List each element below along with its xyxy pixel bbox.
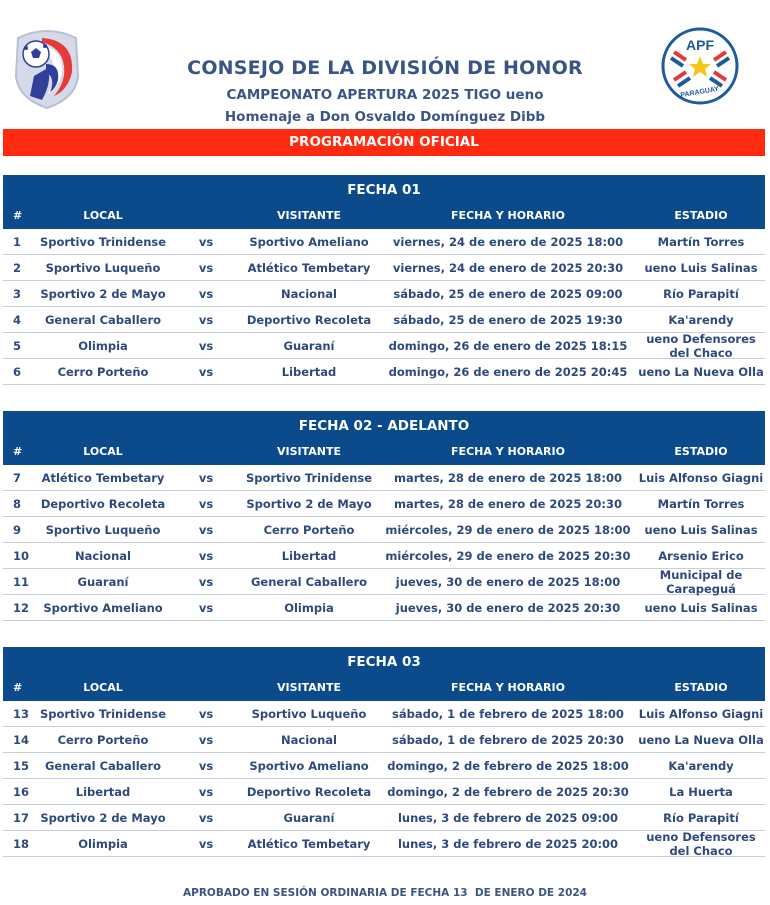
visiting-team: Sportivo 2 de Mayo <box>246 496 372 511</box>
vs-label: vs <box>198 234 214 249</box>
vs-label: vs <box>198 364 214 379</box>
match-number: 8 <box>13 496 22 511</box>
local-team: Olimpia <box>78 338 128 353</box>
apf-crest-icon <box>660 26 740 106</box>
vs-label: vs <box>198 836 214 851</box>
visiting-team: Libertad <box>281 364 337 379</box>
match-number: 2 <box>13 260 22 275</box>
section-fecha-03 <box>3 647 765 857</box>
col-header-local: LOCAL <box>83 209 123 222</box>
match-number: 16 <box>13 784 30 799</box>
col-header-estadio: ESTADIO <box>674 445 728 458</box>
section-fecha-02-adelanto <box>3 411 765 621</box>
tribute-subtitle: Homenaje a Don Osvaldo Domínguez Dibb <box>224 109 546 125</box>
vs-label: vs <box>198 286 214 301</box>
local-team: Nacional <box>75 548 131 563</box>
match-row <box>3 595 765 621</box>
col-header-estadio: ESTADIO <box>674 681 728 694</box>
match-number: 13 <box>13 706 30 721</box>
vs-label: vs <box>198 338 214 353</box>
stadium: ueno Luis Salinas <box>644 260 758 275</box>
vs-label: vs <box>198 706 214 721</box>
svg-text:APF: APF <box>686 37 714 53</box>
visiting-team: Libertad <box>281 548 337 563</box>
match-row <box>3 229 765 255</box>
stadium: Arsenio Erico <box>658 548 744 563</box>
match-datetime: jueves, 30 de enero de 2025 18:00 <box>395 574 621 589</box>
visiting-team: Nacional <box>281 286 337 301</box>
vs-label: vs <box>198 600 214 615</box>
stadium: Martín Torres <box>657 234 745 249</box>
local-team: Deportivo Recoleta <box>40 496 166 511</box>
match-row <box>3 727 765 753</box>
local-team: Sportivo Luqueño <box>45 260 161 275</box>
vs-label: vs <box>198 470 214 485</box>
visiting-team: Deportivo Recoleta <box>246 312 372 327</box>
stadium: ueno Luis Salinas <box>644 522 758 537</box>
visiting-team: Olimpia <box>284 600 334 615</box>
match-number: 15 <box>13 758 30 773</box>
vs-label: vs <box>198 312 214 327</box>
match-number: 12 <box>13 600 30 615</box>
local-team: Atlético Tembetary <box>41 470 165 485</box>
stadium: Ka'arendy <box>668 758 734 773</box>
match-number: 5 <box>13 338 22 353</box>
match-datetime: jueves, 30 de enero de 2025 20:30 <box>395 600 621 615</box>
match-datetime: martes, 28 de enero de 2025 18:00 <box>394 470 622 485</box>
local-team: Sportivo 2 de Mayo <box>40 810 166 825</box>
match-datetime: sábado, 25 de enero de 2025 09:00 <box>393 286 623 301</box>
visiting-team: Sportivo Ameliano <box>249 234 369 249</box>
stadium: ueno Luis Salinas <box>644 600 758 615</box>
col-header-fecha: FECHA Y HORARIO <box>451 681 565 694</box>
section-fecha-01 <box>3 175 765 385</box>
tournament-subtitle: CAMPEONATO APERTURA 2025 TIGO ueno <box>226 87 544 103</box>
vs-label: vs <box>198 548 214 563</box>
stadium: Río Parapití <box>663 286 739 301</box>
match-number: 7 <box>13 470 22 485</box>
stadium: ueno La Nueva Olla <box>638 364 764 379</box>
match-number: 18 <box>13 836 30 851</box>
local-team: Cerro Porteño <box>57 732 149 747</box>
match-datetime: sábado, 1 de febrero de 2025 18:00 <box>392 706 624 721</box>
col-header-visitante: VISITANTE <box>276 209 341 222</box>
match-row <box>3 805 765 831</box>
visiting-team: Sportivo Luqueño <box>251 706 367 721</box>
vs-label: vs <box>198 784 214 799</box>
match-row <box>3 359 765 385</box>
approval-footer: APROBADO EN SESIÓN ORDINARIA DE FECHA 13 DE ENERO DE 2024 <box>183 887 587 899</box>
page-header <box>0 0 770 130</box>
match-row <box>3 333 765 359</box>
col-header-num: # <box>13 209 23 222</box>
match-number: 10 <box>13 548 30 563</box>
stadium: Luis Alfonso Giagni <box>638 470 764 485</box>
match-row <box>3 569 765 595</box>
match-row <box>3 307 765 333</box>
stadium: La Huerta <box>669 784 733 799</box>
local-team: Sportivo 2 de Mayo <box>40 286 166 301</box>
local-team: Sportivo Ameliano <box>43 600 163 615</box>
visiting-team: Sportivo Trinidense <box>245 470 373 485</box>
vs-label: vs <box>198 810 214 825</box>
section-title: FECHA 01 <box>347 182 421 198</box>
col-header-estadio: ESTADIO <box>674 209 728 222</box>
match-row <box>3 465 765 491</box>
stadium: ueno Defensores del Chaco <box>646 331 756 360</box>
match-datetime: domingo, 2 de febrero de 2025 20:30 <box>387 784 629 799</box>
stadium: Río Parapití <box>663 810 739 825</box>
col-header-visitante: VISITANTE <box>276 445 341 458</box>
stadium: Martín Torres <box>657 496 745 511</box>
match-number: 14 <box>13 732 30 747</box>
vs-label: vs <box>198 522 214 537</box>
local-team: Sportivo Trinidense <box>39 234 167 249</box>
match-number: 6 <box>13 364 22 379</box>
match-datetime: viernes, 24 de enero de 2025 18:00 <box>392 234 624 249</box>
stadium: Luis Alfonso Giagni <box>638 706 764 721</box>
col-header-local: LOCAL <box>83 445 123 458</box>
col-header-fecha: FECHA Y HORARIO <box>451 209 565 222</box>
visiting-team: General Caballero <box>250 574 368 589</box>
visiting-team: Nacional <box>281 732 337 747</box>
local-team: Sportivo Trinidense <box>39 706 167 721</box>
section-title: FECHA 02 - ADELANTO <box>298 418 470 434</box>
local-team: Olimpia <box>78 836 128 851</box>
match-number: 17 <box>13 810 30 825</box>
match-number: 3 <box>13 286 22 301</box>
match-datetime: viernes, 24 de enero de 2025 20:30 <box>392 260 624 275</box>
vs-label: vs <box>198 732 214 747</box>
match-datetime: domingo, 26 de enero de 2025 20:45 <box>388 364 628 379</box>
visiting-team: Deportivo Recoleta <box>246 784 372 799</box>
col-header-visitante: VISITANTE <box>276 681 341 694</box>
match-row <box>3 543 765 569</box>
visiting-team: Sportivo Ameliano <box>249 758 369 773</box>
vs-label: vs <box>198 758 214 773</box>
vs-label: vs <box>198 574 214 589</box>
stadium: Ka'arendy <box>668 312 734 327</box>
section-title: FECHA 03 <box>347 654 421 670</box>
visiting-team: Atlético Tembetary <box>247 260 371 275</box>
match-number: 4 <box>13 312 22 327</box>
local-team: Guaraní <box>77 574 129 589</box>
local-team: General Caballero <box>44 758 162 773</box>
match-datetime: domingo, 2 de febrero de 2025 18:00 <box>387 758 629 773</box>
match-row <box>3 491 765 517</box>
col-header-fecha: FECHA Y HORARIO <box>451 445 565 458</box>
match-row <box>3 701 765 727</box>
visiting-team: Guaraní <box>283 338 335 353</box>
stadium: ueno Defensores del Chaco <box>646 829 756 858</box>
column-headers <box>3 674 765 701</box>
match-datetime: lunes, 3 de febrero de 2025 09:00 <box>397 810 619 825</box>
match-datetime: miércoles, 29 de enero de 2025 18:00 <box>385 522 631 537</box>
match-number: 11 <box>13 574 30 589</box>
visiting-team: Cerro Porteño <box>263 522 355 537</box>
column-headers <box>3 438 765 465</box>
stadium: Municipal de Carapeguá <box>659 567 743 596</box>
page-title: CONSEJO DE LA DIVISIÓN DE HONOR <box>187 57 583 79</box>
visiting-team: Atlético Tembetary <box>247 836 371 851</box>
match-row <box>3 779 765 805</box>
match-datetime: sábado, 25 de enero de 2025 19:30 <box>393 312 623 327</box>
visiting-team: Guaraní <box>283 810 335 825</box>
local-team: Cerro Porteño <box>57 364 149 379</box>
col-header-local: LOCAL <box>83 681 123 694</box>
match-datetime: miércoles, 29 de enero de 2025 20:30 <box>385 548 631 563</box>
column-headers <box>3 202 765 229</box>
match-datetime: martes, 28 de enero de 2025 20:30 <box>394 496 622 511</box>
programacion-oficial-banner: PROGRAMACIÓN OFICIAL <box>3 129 765 156</box>
col-header-num: # <box>13 681 23 694</box>
match-row <box>3 517 765 543</box>
match-number: 1 <box>13 234 22 249</box>
match-row <box>3 753 765 779</box>
col-header-num: # <box>13 445 23 458</box>
local-team: General Caballero <box>44 312 162 327</box>
match-datetime: sábado, 1 de febrero de 2025 20:30 <box>392 732 624 747</box>
match-row <box>3 831 765 857</box>
vs-label: vs <box>198 496 214 511</box>
match-datetime: lunes, 3 de febrero de 2025 20:00 <box>397 836 619 851</box>
match-row <box>3 255 765 281</box>
local-team: Sportivo Luqueño <box>45 522 161 537</box>
local-team: Libertad <box>75 784 131 799</box>
stadium: ueno La Nueva Olla <box>638 732 764 747</box>
svg-text:PARAGUAY: PARAGUAY <box>679 85 720 100</box>
match-datetime: domingo, 26 de enero de 2025 18:15 <box>388 338 628 353</box>
match-row <box>3 281 765 307</box>
vs-label: vs <box>198 260 214 275</box>
match-number: 9 <box>13 522 22 537</box>
